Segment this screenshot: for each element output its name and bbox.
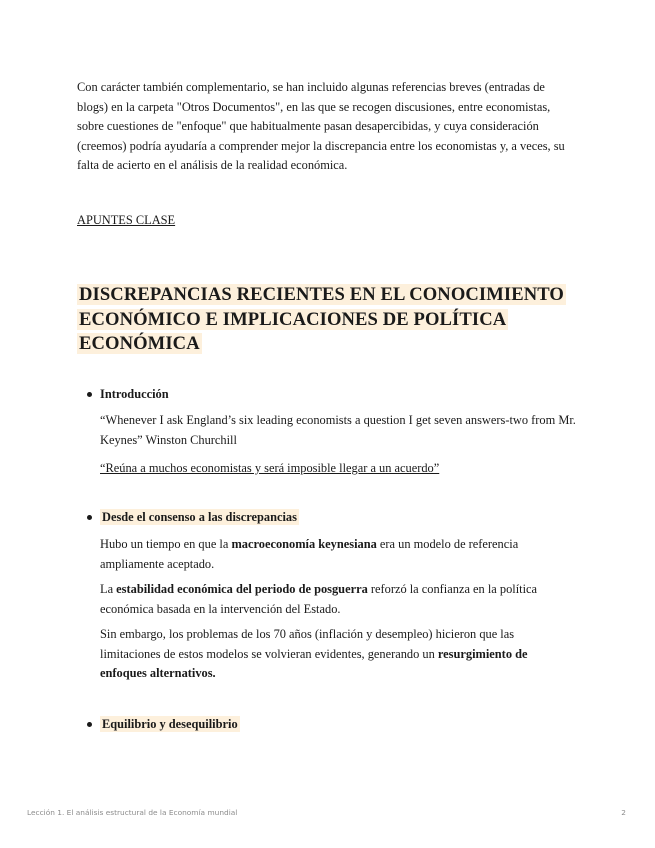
spanish-quote: “Reúna a muchos economistas y será imposible llegar a un acuerdo” — [100, 461, 440, 475]
bullet-icon — [87, 515, 92, 520]
emphasis-text: macroeconomía keynesiana — [231, 537, 377, 551]
intro-paragraph: Con carácter también complementario, se han incluido algunas referencias breves (entradas de blogs) en la carpeta "Otros Documentos", en las que se recogen discusiones, entre economistas, sobre cuestiones de "enfoque" que habitualmente pasan desapercibidas, y cuya consideración (creemos) podría ayudaría a comprender mejor la discrepancia entre los economistas y, a veces, su falta de acierto en el análisis de la realidad económica. — [77, 80, 565, 172]
section-introduccion — [77, 385, 577, 479]
document-title — [77, 283, 587, 357]
emphasis-text: resurgimiento de enfoques alternativos. — [100, 646, 528, 680]
section-heading-consenso — [77, 508, 577, 526]
footer-page-number: 2 — [621, 808, 626, 817]
section-equilibrio — [77, 715, 577, 733]
churchill-quote: “Whenever I ask England’s six leading economists a question I get seven answers-two from Mr. Keynes” Winston Churchill — [100, 413, 576, 447]
consenso-paragraph-2 — [100, 580, 577, 619]
section-heading-equilibrio — [77, 715, 577, 733]
text-run: Sin embargo, los problemas de los 70 años (inflación y desempleo) hicieron que las limitaciones de estos modelos se volvieran evidentes, generando un — [100, 627, 515, 661]
section-consenso — [77, 508, 577, 684]
text-run: Hubo un tiempo en que la — [100, 537, 232, 551]
text-run: La — [100, 582, 117, 596]
apuntes-clase-label: APUNTES CLASE — [77, 213, 176, 227]
section-heading-text: Equilibrio y desequilibrio — [102, 717, 238, 731]
consenso-paragraph-1 — [100, 535, 577, 574]
document-title-text: DISCREPANCIAS RECIENTES EN EL CONOCIMIENTO ECONÓMICO E IMPLICACIONES DE POLÍTICA ECONÓMICA — [79, 284, 564, 354]
footer-lesson-title: Lección 1. El análisis estructural de la Economía mundial — [27, 808, 238, 817]
bullet-icon — [87, 722, 92, 727]
emphasis-text: estabilidad económica del periodo de posguerra — [116, 582, 368, 596]
section-heading-text: Desde el consenso a las discrepancias — [102, 510, 297, 524]
bullet-icon — [87, 392, 92, 397]
text-run: era un modelo de referencia ampliamente aceptado. — [100, 537, 519, 571]
text-run: reforzó la confianza en la política económica basada en la intervención del Estado. — [100, 582, 538, 616]
consenso-paragraph-3 — [100, 625, 577, 684]
section-heading-text: Introducción — [100, 387, 169, 401]
section-heading-introduccion — [77, 385, 577, 403]
